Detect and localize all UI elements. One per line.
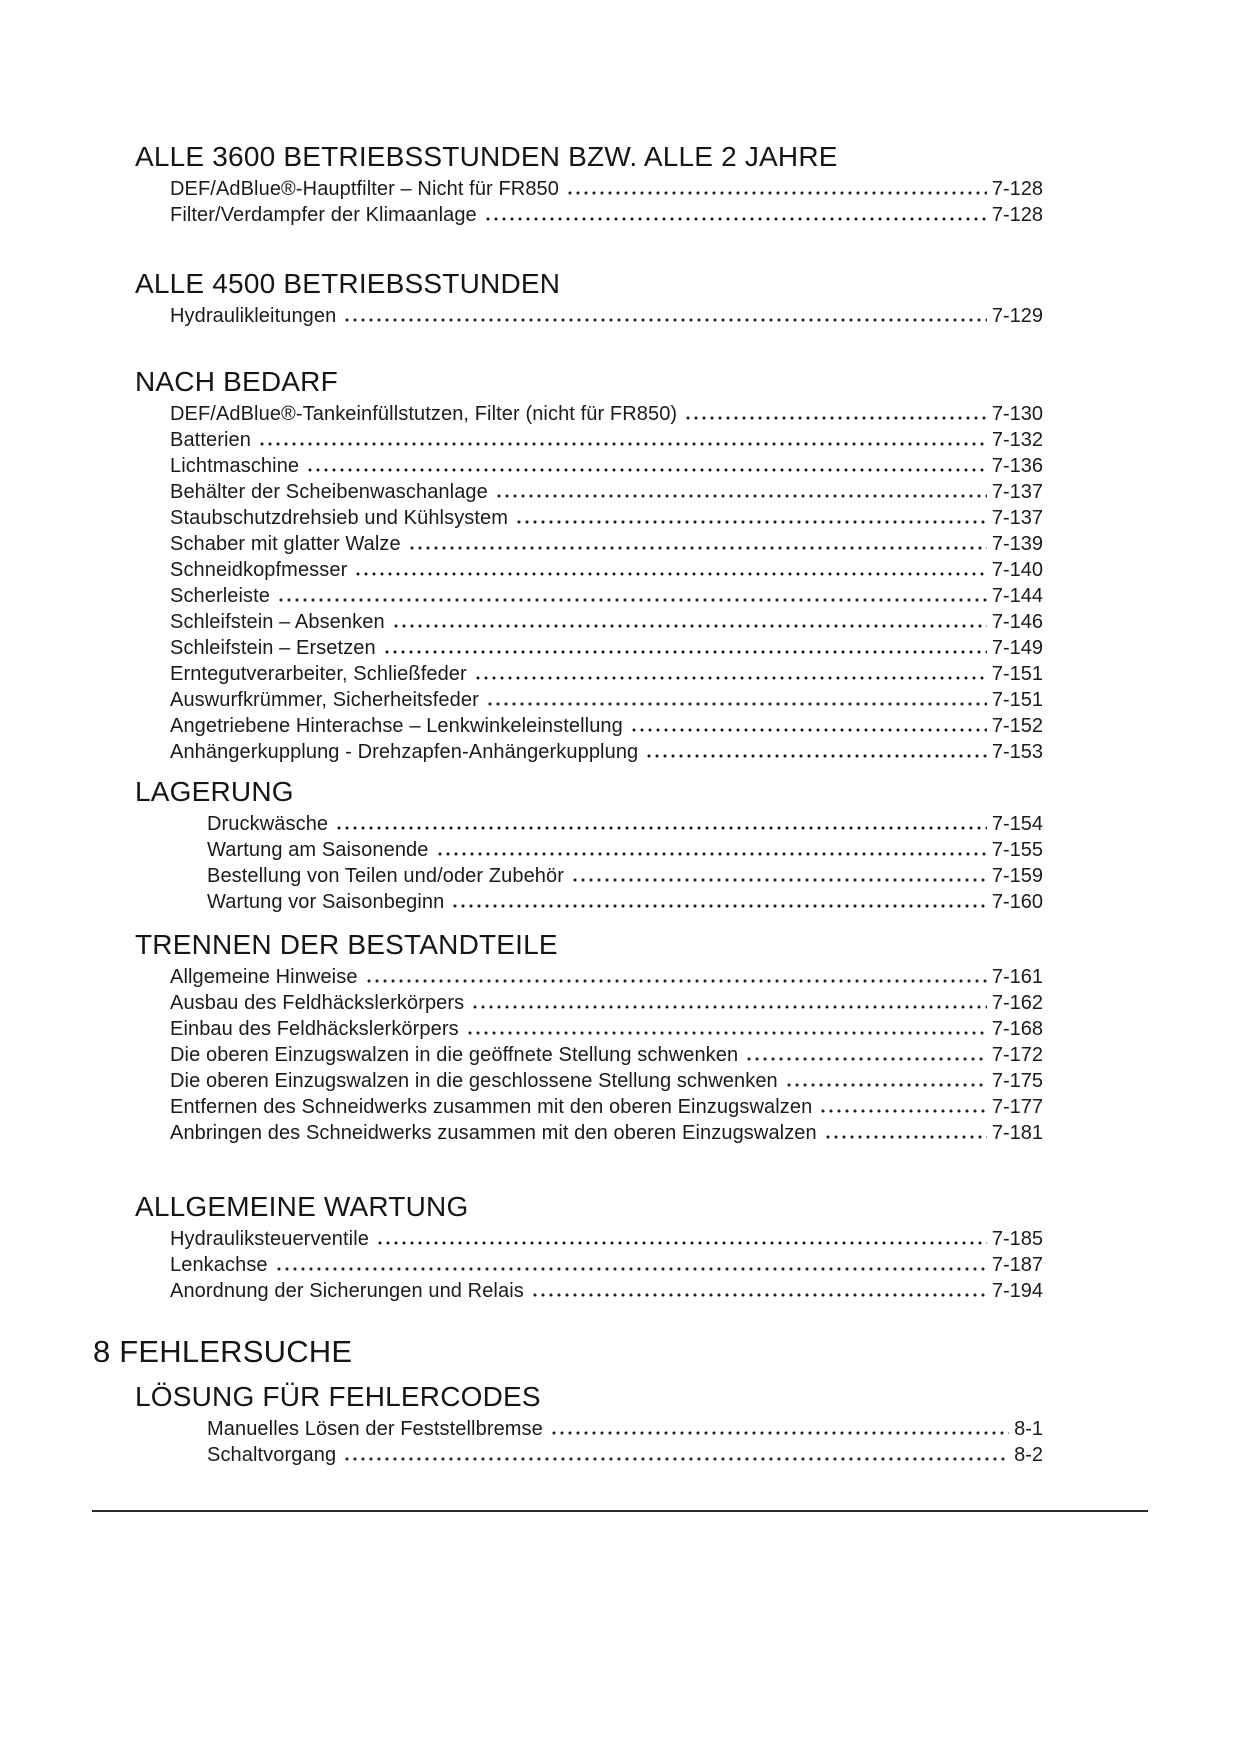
toc-entry [93,303,1043,329]
toc-entry [93,1416,1043,1442]
toc-entry [93,531,1043,557]
dot-leader [571,878,987,882]
entry-page-number: 7-155 [991,839,1043,861]
toc-entry [93,1068,1043,1094]
entry-page-number: 7-128 [991,204,1043,226]
toc-entry [93,1442,1043,1468]
toc-entry [93,1278,1043,1304]
toc-entry [93,739,1043,765]
section-heading: ALLGEMEINE WARTUNG [135,1191,469,1222]
entry-title: Schleifstein – Absenken [170,611,385,633]
toc-entry [93,427,1043,453]
toc-entry [93,837,1043,863]
dot-leader [277,598,987,602]
dot-leader [258,442,987,446]
dot-leader [550,1431,1009,1435]
section-heading: ALLE 4500 BETRIEBSSTUNDEN [135,268,561,299]
entry-page-number: 8-1 [1014,1418,1043,1440]
entry-page-number: 7-128 [991,178,1043,200]
entry-page-number: 7-130 [991,403,1043,425]
entry-title: Schaltvorgang [207,1444,337,1466]
entry-page-number: 7-136 [991,455,1043,477]
toc-entry [93,401,1043,427]
entry-title: Bestellung von Teilen und/oder Zubehör [207,865,565,887]
dot-leader [824,1135,987,1139]
entry-title: Anordnung der Sicherungen und Relais [170,1280,524,1302]
entry-title: Schneidkopfmesser [170,559,348,581]
entry-page-number: 7-172 [991,1044,1043,1066]
dot-leader [484,217,987,221]
section-heading: LÖSUNG FÜR FEHLERCODES [135,1381,541,1412]
section-heading: ALLE 3600 BETRIEBSSTUNDEN BZW. ALLE 2 JAHRE [135,141,838,172]
entry-page-number: 7-132 [991,429,1043,451]
toc-entry [93,505,1043,531]
entry-page-number: 8-2 [1014,1444,1043,1466]
section-heading: NACH BEDARF [135,366,338,397]
toc-entry [93,1016,1043,1042]
dot-leader [335,826,987,830]
entry-title: Allgemeine Hinweise [170,966,358,988]
entry-title: DEF/AdBlue®-Tankeinfüllstutzen, Filter (nicht für FR850) [170,403,678,425]
entry-title: Manuelles Lösen der Feststellbremse [207,1418,543,1440]
dot-leader [819,1109,987,1113]
dot-leader [684,416,987,420]
entry-title: Filter/Verdampfer der Klimaanlage [170,204,477,226]
entry-page-number: 7-153 [991,741,1043,763]
toc-entry [93,176,1043,202]
entry-title: Schaber mit glatter Walze [170,533,401,555]
toc-section-block [93,1190,1043,1304]
toc-entry [93,1042,1043,1068]
toc-entry [93,635,1043,661]
entry-page-number: 7-146 [991,611,1043,633]
dot-leader [383,650,987,654]
toc-entry [93,687,1043,713]
entry-page-number: 7-181 [991,1122,1043,1144]
toc-section-block [93,1380,1043,1468]
toc-entry [93,557,1043,583]
entry-page-number: 7-177 [991,1096,1043,1118]
entry-page-number: 7-137 [991,481,1043,503]
dot-leader [306,468,987,472]
entry-title: Hydraulikleitungen [170,305,337,327]
dot-leader [645,754,987,758]
entry-page-number: 7-139 [991,533,1043,555]
section-heading: TRENNEN DER BESTANDTEILE [135,929,558,960]
toc-entry [93,609,1043,635]
dot-leader [451,904,986,908]
entry-title: Die oberen Einzugswalzen in die geschlossene Stellung schwenken [170,1070,778,1092]
entry-page-number: 7-129 [991,305,1043,327]
toc-entry [93,964,1043,990]
toc-entry [93,863,1043,889]
dot-leader [343,318,987,322]
toc-section-block [93,365,1043,765]
entry-page-number: 7-152 [991,715,1043,737]
toc-entry [93,479,1043,505]
entry-page-number: 7-162 [991,992,1043,1014]
toc-entry [93,811,1043,837]
toc [93,140,1043,1468]
entry-page-number: 7-187 [991,1254,1043,1276]
entry-page-number: 7-161 [991,966,1043,988]
dot-leader [471,1005,987,1009]
entry-page-number: 7-151 [991,689,1043,711]
dot-leader [474,676,987,680]
entry-title: Staubschutzdrehsieb und Kühlsystem [170,507,509,529]
entry-page-number: 7-160 [991,891,1043,913]
entry-page-number: 7-151 [991,663,1043,685]
entry-page-number: 7-175 [991,1070,1043,1092]
entry-title: Behälter der Scheibenwaschanlage [170,481,488,503]
toc-entry [93,202,1043,228]
entry-title: Wartung am Saisonende [207,839,429,861]
dot-leader [354,572,986,576]
toc-entry [93,889,1043,915]
entry-page-number: 7-137 [991,507,1043,529]
entry-page-number: 7-144 [991,585,1043,607]
dot-leader [495,494,987,498]
entry-title: Erntegutverarbeiter, Schließfeder [170,663,467,685]
dot-leader [275,1267,987,1271]
toc-entry [93,583,1043,609]
dot-leader [630,728,987,732]
entry-title: Druckwäsche [207,813,329,835]
toc-entry [93,1226,1043,1252]
dot-leader [392,624,987,628]
dot-leader [566,191,987,195]
entry-title: Schleifstein – Ersetzen [170,637,376,659]
toc-section-block [93,775,1043,915]
toc-entry [93,661,1043,687]
entry-title: Angetriebene Hinterachse – Lenkwinkeleinstellung [170,715,623,737]
entry-page-number: 7-154 [991,813,1043,835]
toc-entry [93,1094,1043,1120]
entry-title: Anbringen des Schneidwerks zusammen mit den oberen Einzugswalzen [170,1122,817,1144]
entry-title: Auswurfkrümmer, Sicherheitsfeder [170,689,479,711]
entry-title: Hydrauliksteuerventile [170,1228,369,1250]
dot-leader [376,1241,987,1245]
dot-leader [436,852,987,856]
entry-title: Scherleiste [170,585,271,607]
toc-section-block [93,140,1043,228]
entry-title: Einbau des Feldhäckslerkörpers [170,1018,459,1040]
dot-leader [515,520,987,524]
dot-leader [486,702,987,706]
entry-page-number: 7-149 [991,637,1043,659]
footer-divider [92,1510,1148,1512]
entry-page-number: 7-168 [991,1018,1043,1040]
toc-section-block [93,928,1043,1146]
entry-title: Wartung vor Saisonbeginn [207,891,445,913]
entry-title: DEF/AdBlue®-Hauptfilter – Nicht für FR850 [170,178,559,200]
toc-entry [93,1120,1043,1146]
dot-leader [466,1031,987,1035]
toc-entry [93,1252,1043,1278]
entry-page-number: 7-185 [991,1228,1043,1250]
entry-title: Lichtmaschine [170,455,300,477]
dot-leader [745,1057,987,1061]
entry-title: Ausbau des Feldhäckslerkörpers [170,992,465,1014]
entry-title: Batterien [170,429,251,451]
toc-entry [93,453,1043,479]
entry-title: Die oberen Einzugswalzen in die geöffnete Stellung schwenken [170,1044,739,1066]
entry-page-number: 7-194 [991,1280,1043,1302]
entry-title: Anhängerkupplung - Drehzapfen-Anhängerkupplung [170,741,639,763]
section-heading: LAGERUNG [135,776,294,807]
dot-leader [343,1457,1009,1461]
dot-leader [785,1083,987,1087]
toc-entry [93,713,1043,739]
dot-leader [531,1293,987,1297]
entry-title: Lenkachse [170,1254,268,1276]
chapter-heading: 8 FEHLERSUCHE [93,1334,353,1369]
dot-leader [365,979,987,983]
toc-entry [93,990,1043,1016]
entry-page-number: 7-159 [991,865,1043,887]
entry-page-number: 7-140 [991,559,1043,581]
toc-chapter-block [93,1333,1043,1371]
toc-section-block [93,267,1043,329]
entry-title: Entfernen des Schneidwerks zusammen mit den oberen Einzugswalzen [170,1096,813,1118]
dot-leader [408,546,987,550]
